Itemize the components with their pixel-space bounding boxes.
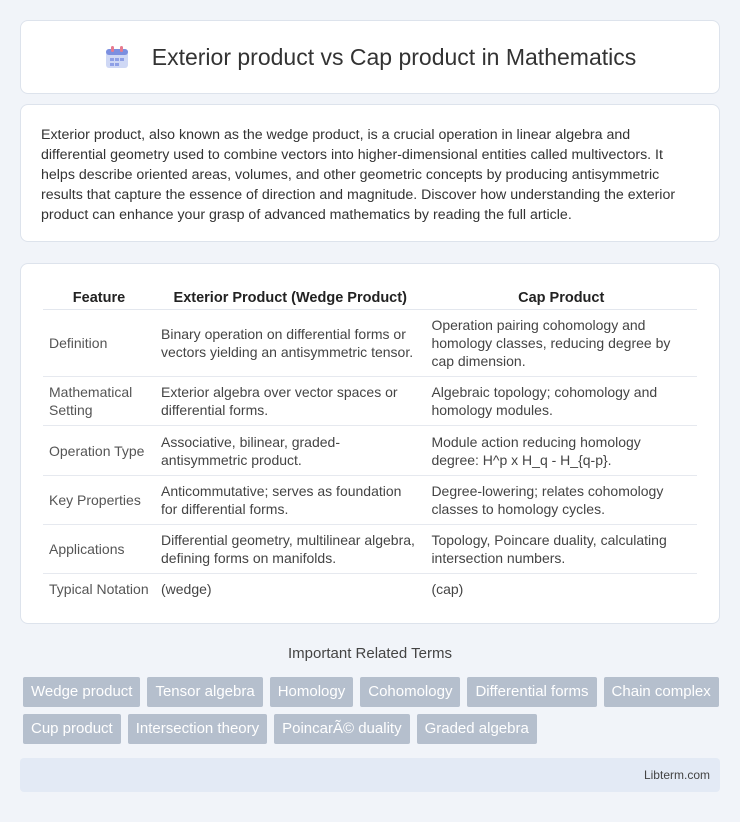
row-exterior: Differential geometry, multilinear algebra, defining forms on manifolds. [155,525,425,574]
table-row [43,310,697,377]
intro-text: Exterior product, also known as the wedge product, is a crucial operation in linear algebra and differential geometry used to combine vectors into higher-dimensional entities called multivectors. It helps describe oriented areas, volumes, and other geometric concepts by producing antisymmetric results that capture the essence of direction and magnitude. Discover how understanding the exterior product can enhance your grasp of advanced mathematics by reading the full article. [41,127,676,223]
tag-graded-algebra[interactable]: Graded algebra [417,714,537,744]
table-row [43,574,697,605]
tag-cohomology[interactable]: Cohomology [360,677,460,707]
footer [20,758,720,792]
footer-site-link[interactable]: Libterm.com [643,768,710,782]
row-cap: Topology, Poincare duality, calculating intersection numbers. [425,525,697,574]
row-cap: Module action reducing homology degree: H^p x H_q - H_{q-p}. [425,426,697,476]
table-row [43,377,697,426]
calendar-icon [104,44,130,70]
tag-tensor-algebra[interactable]: Tensor algebra [147,677,262,707]
row-feature: Applications [43,525,155,574]
comparison-table-card [20,263,720,624]
row-cap: Degree-lowering; relates cohomology classes to homology cycles. [425,476,697,525]
tag-differential-forms[interactable]: Differential forms [467,677,596,707]
row-cap: Algebraic topology; cohomology and homology modules. [425,377,697,426]
row-exterior: Binary operation on differential forms or vectors yielding an antisymmetric tensor. [155,310,425,377]
row-feature: Definition [43,310,155,377]
row-feature: Mathematical Setting [43,377,155,426]
title-wrap [104,44,636,71]
row-cap: (cap) [431,581,464,597]
row-exterior: Associative, bilinear, graded-antisymmetric product. [155,426,425,476]
table-header-exterior: Exterior Product (Wedge Product) [155,284,425,310]
related-terms-tags [23,677,723,744]
header-card [20,20,720,94]
table-row [43,476,697,525]
related-terms-title: Important Related Terms [288,645,452,662]
intro-card [20,104,720,242]
comparison-table [43,284,697,604]
table-header-row [43,284,697,310]
tag-wedge-product[interactable]: Wedge product [23,677,140,707]
table-header-cap: Cap Product [425,284,697,310]
row-feature: Operation Type [43,426,155,476]
row-exterior: Exterior algebra over vector spaces or differential forms. [155,377,425,426]
tag-homology[interactable]: Homology [270,677,354,707]
page-title: Exterior product vs Cap product in Mathematics [151,43,637,70]
table-header-feature: Feature [43,284,155,310]
tag-intersection-theory[interactable]: Intersection theory [128,714,267,744]
row-exterior: Anticommutative; serves as foundation for differential forms. [155,476,425,525]
row-feature: Typical Notation [49,581,149,597]
table-row [43,426,697,476]
tag-cup-product[interactable]: Cup product [23,714,121,744]
row-cap: Operation pairing cohomology and homology classes, reducing degree by cap dimension. [425,310,697,377]
tag-chain-complex[interactable]: Chain complex [604,677,719,707]
row-exterior: (wedge) [161,581,212,597]
tag-poincare-duality[interactable]: PoincarÃ© duality [274,714,409,744]
row-feature: Key Properties [43,476,155,525]
table-row [43,525,697,574]
